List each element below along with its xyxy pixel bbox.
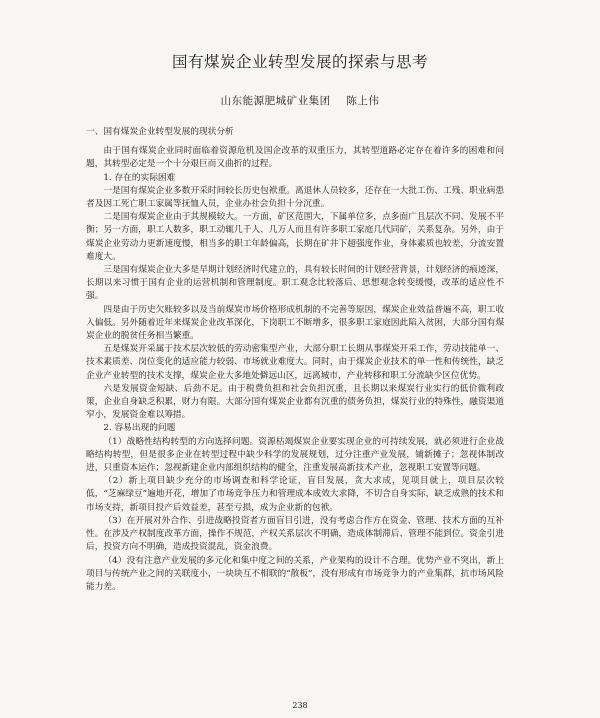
page-number: 238: [292, 701, 308, 710]
paragraph: 二是国有煤炭企业由于其规模较大。一方面，矿区范围大，下属单位多，点多面广且层次不同、发展不平衡；另一方面，职工人数多，职工动辄几千人、几万人而且有许多职工家庭几代同矿，关系复杂。另外，由于煤炭企业劳动力更新速度慢，相当多的职工年龄偏高，长期在矿井下超强度作业，身体素质也较差，分流安置难度大。: [86, 212, 504, 262]
paragraph: （3）在开展对外合作、引进战略投资者方面盲目引进，没有考虑合作方在资金、管理、技术方面的互补性。在涉及产权制度改革方面，操作不规范，产权关系层次不明确，造成体制滞后、管理不能到位。资金引进后，投资方向不明确，造成投资混乱，资金浪费。: [86, 515, 504, 553]
paragraph: 一是国有煤炭企业多数开采时间较长历史包袱重。离退休人员较多，还存在一大批工伤、工残、职业病患者及因工死亡职工家属等抚恤人员，企业办社会负担十分沉重。: [86, 185, 504, 210]
author-line: [0, 93, 600, 108]
paragraph: 由于国有煤炭企业同时面临着资源危机及国企改革的双重压力，其转型道路必定存在着许多的困难和问题，其转型必定是一个十分艰巨而又曲折的过程。: [86, 146, 504, 170]
paragraph: 六是发展资金短缺、后劲不足。由于税费负担和社会负担沉重，且长期以来煤炭行业实行的低价微利政策，企业自身缺乏积累，财力有限。大部分国有煤炭企业都有沉重的债务负担，煤炭行业的特殊性，融资渠道窄小，发展资金难以筹措。: [86, 383, 504, 421]
paragraph: （2）新上项目缺少充分的市场调查和科学论证，盲目发展，贪大求成，见项目就上，项目层次较低，“芝麻绿豆”遍地开花，增加了市场竞争压力和管理成本成效大求降，不切合自身实际，缺乏成熟的技术和市场支持，新项目投产后效益差，甚至亏损，成为企业新的包袱。: [86, 476, 504, 513]
author-affiliation: 山东能源肥城矿业集团: [220, 95, 331, 107]
article-title: 国有煤炭企业转型发展的探索与思考: [171, 53, 428, 71]
paragraph: （4）没有注意产业发展的多元化和集中度之间的关系，产业架构的设计不合理。优势产业不突出，新上项目与传统产业之间的关联度小，一块块互不相联的“散板”，没有形成有市场竞争力的产业集群，抗市场风险能力差。: [86, 555, 504, 592]
subheading: 1. 存在的实际困难: [103, 172, 176, 183]
paragraph: 三是国有煤炭企业大多是早期计划经济时代建立的，具有较长时间的计划经营背景，计划经济的痕迹深，长期以来习惯于国有企业的运营机制和管理制度。职工观念比较落后、思想观念转变缓慢，改革的适应性不强。: [86, 265, 504, 302]
subheading: 2. 容易出现的问题: [103, 423, 176, 434]
article-body: [86, 124, 504, 594]
paragraph: 四是由于历史欠账较多以及当前煤炭市场价格形成机制的不完善等原因，煤炭企业效益普遍不高，职工收入偏低。另外随着近年来煤炭企业改革深化，下岗职工不断增多，很多职工家庭因此陷入贫困，大部分国有煤炭企业的脱贫任务相当繁重。: [86, 304, 504, 342]
section-heading: 一、国有煤炭企业转型发展的现状分析: [86, 127, 234, 137]
paragraph: （1）战略性结构转型的方向选择问题。资源枯竭煤炭企业要实现企业的可持续发展，就必须进行企业战略结构转型，但是很多企业在转型过程中缺少科学的发展规划，过分注重产业发展，铺新摊子；忽视体制改进，只重资本运作；忽视新建企业内部组织结构的健全，注重发展高新技术产业，忽视职工安置等问题。: [86, 436, 504, 474]
author-name: 陈上伟: [346, 95, 380, 107]
paragraph: 五是煤炭开采属于技术层次较低的劳动密集型产业，大部分职工长期从事煤炭开采工作，劳动技能单一、技术素质差、岗位变化的适应能力较弱、市场就业难度大。同时，由于煤炭企业技术的单一性和传统性，缺乏企业产业转型的技术支撑，煤炭企业大多地处僻远山区，远离城市，产业转移和职工分流缺少区位优势。: [86, 344, 504, 381]
